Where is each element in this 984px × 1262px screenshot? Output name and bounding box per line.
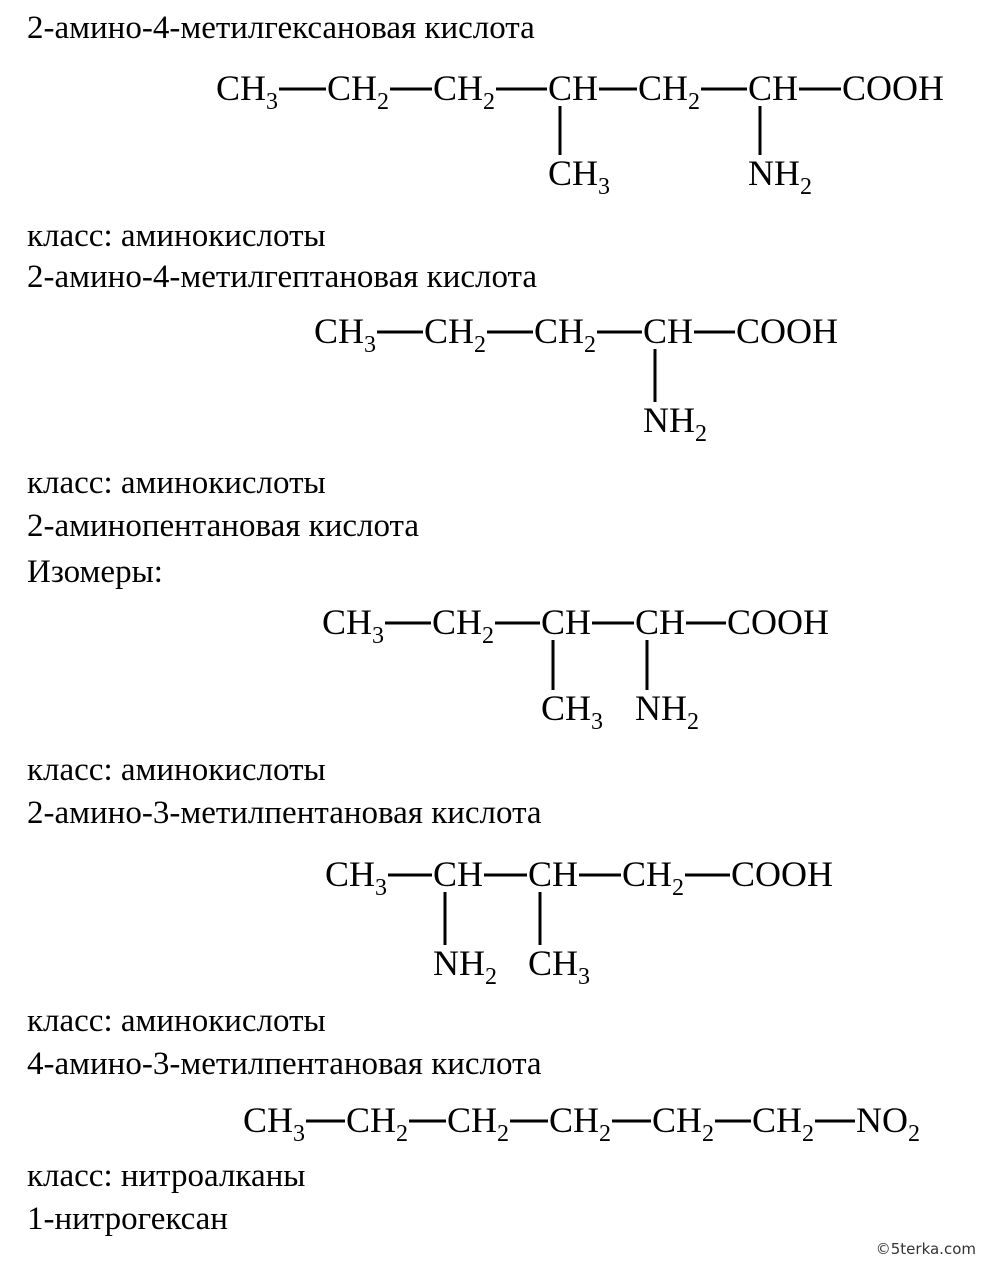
- class-line-2: класс: аминокислоты: [27, 465, 326, 501]
- class-line-5: класс: нитроалканы: [27, 1158, 306, 1194]
- formula-5-group-7: $NO_2$: [856, 1100, 920, 1147]
- name-line-3: 2-аминопентановая кислота: [27, 508, 420, 544]
- formula-3-group-4: CH: [635, 602, 686, 642]
- formula-2-group-1: $CH_3$: [314, 311, 377, 358]
- class-line-3: класс: аминокислоты: [27, 752, 326, 788]
- formula-1-group-4: CH: [548, 68, 599, 108]
- formula-1-group-1: $CH_3$: [216, 68, 279, 115]
- formula-3-group-3: CH: [541, 602, 592, 642]
- name-line-6: 1-нитрогексан: [27, 1201, 228, 1237]
- formula-2-group-3: $CH_2$: [534, 311, 597, 358]
- formula-3-group-1: $CH_3$: [322, 602, 385, 649]
- formula-3-group-5: COOH: [727, 602, 830, 642]
- formula-5-group-1: $CH_3$: [243, 1100, 306, 1147]
- isomers-heading: Изомеры:: [27, 554, 163, 590]
- formula-4-branch-1: $NH_2$: [433, 943, 497, 990]
- name-line-4: 2-амино-3-метилпентановая кислота: [27, 795, 542, 831]
- formula-1-branch-2: $NH_2$: [748, 153, 812, 200]
- formula-1-branch-1: $CH_3$: [548, 153, 611, 200]
- formula-3-branch-1: $CH_3$: [541, 688, 604, 735]
- formula-2-branch-1: $NH_2$: [643, 400, 707, 447]
- name-line-1: 2-амино-4-метилгексановая кислота: [27, 10, 535, 46]
- name-line-5: 4-амино-3-метилпентановая кислота: [27, 1046, 542, 1082]
- formula-1-group-5: $CH_2$: [638, 68, 701, 115]
- formula-2-group-5: COOH: [736, 311, 839, 351]
- formula-4-branch-2: $CH_3$: [528, 943, 591, 990]
- formula-1-group-7: COOH: [842, 68, 945, 108]
- formula-3-group-2: $CH_2$: [432, 602, 495, 649]
- formula-4-group-5: COOH: [731, 854, 834, 894]
- class-line-1: класс: аминокислоты: [27, 218, 326, 254]
- formula-3-branch-2: $NH_2$: [635, 688, 699, 735]
- class-line-4: класс: аминокислоты: [27, 1003, 326, 1039]
- formula-4-group-2: CH: [433, 854, 484, 894]
- formula-1-group-6: CH: [748, 68, 799, 108]
- formula-1-group-2: $CH_2$: [327, 68, 390, 115]
- formula-4-group-1: $CH_3$: [325, 854, 388, 901]
- formula-4-group-4: $CH_2$: [622, 854, 685, 901]
- name-line-2: 2-амино-4-метилгептановая кислота: [27, 259, 538, 295]
- formula-4-group-3: CH: [528, 854, 579, 894]
- formula-2-group-2: $CH_2$: [424, 311, 487, 358]
- formula-5-group-3: $CH_2$: [447, 1100, 510, 1147]
- formula-5-group-2: $CH_2$: [346, 1100, 409, 1147]
- formula-5-group-5: $CH_2$: [652, 1100, 715, 1147]
- formula-2-group-4: CH: [643, 311, 694, 351]
- formula-5-group-4: $CH_2$: [549, 1100, 612, 1147]
- watermark: ©5terka.com: [875, 1240, 976, 1258]
- formula-5-group-6: $CH_2$: [752, 1100, 815, 1147]
- formula-1-group-3: $CH_2$: [433, 68, 496, 115]
